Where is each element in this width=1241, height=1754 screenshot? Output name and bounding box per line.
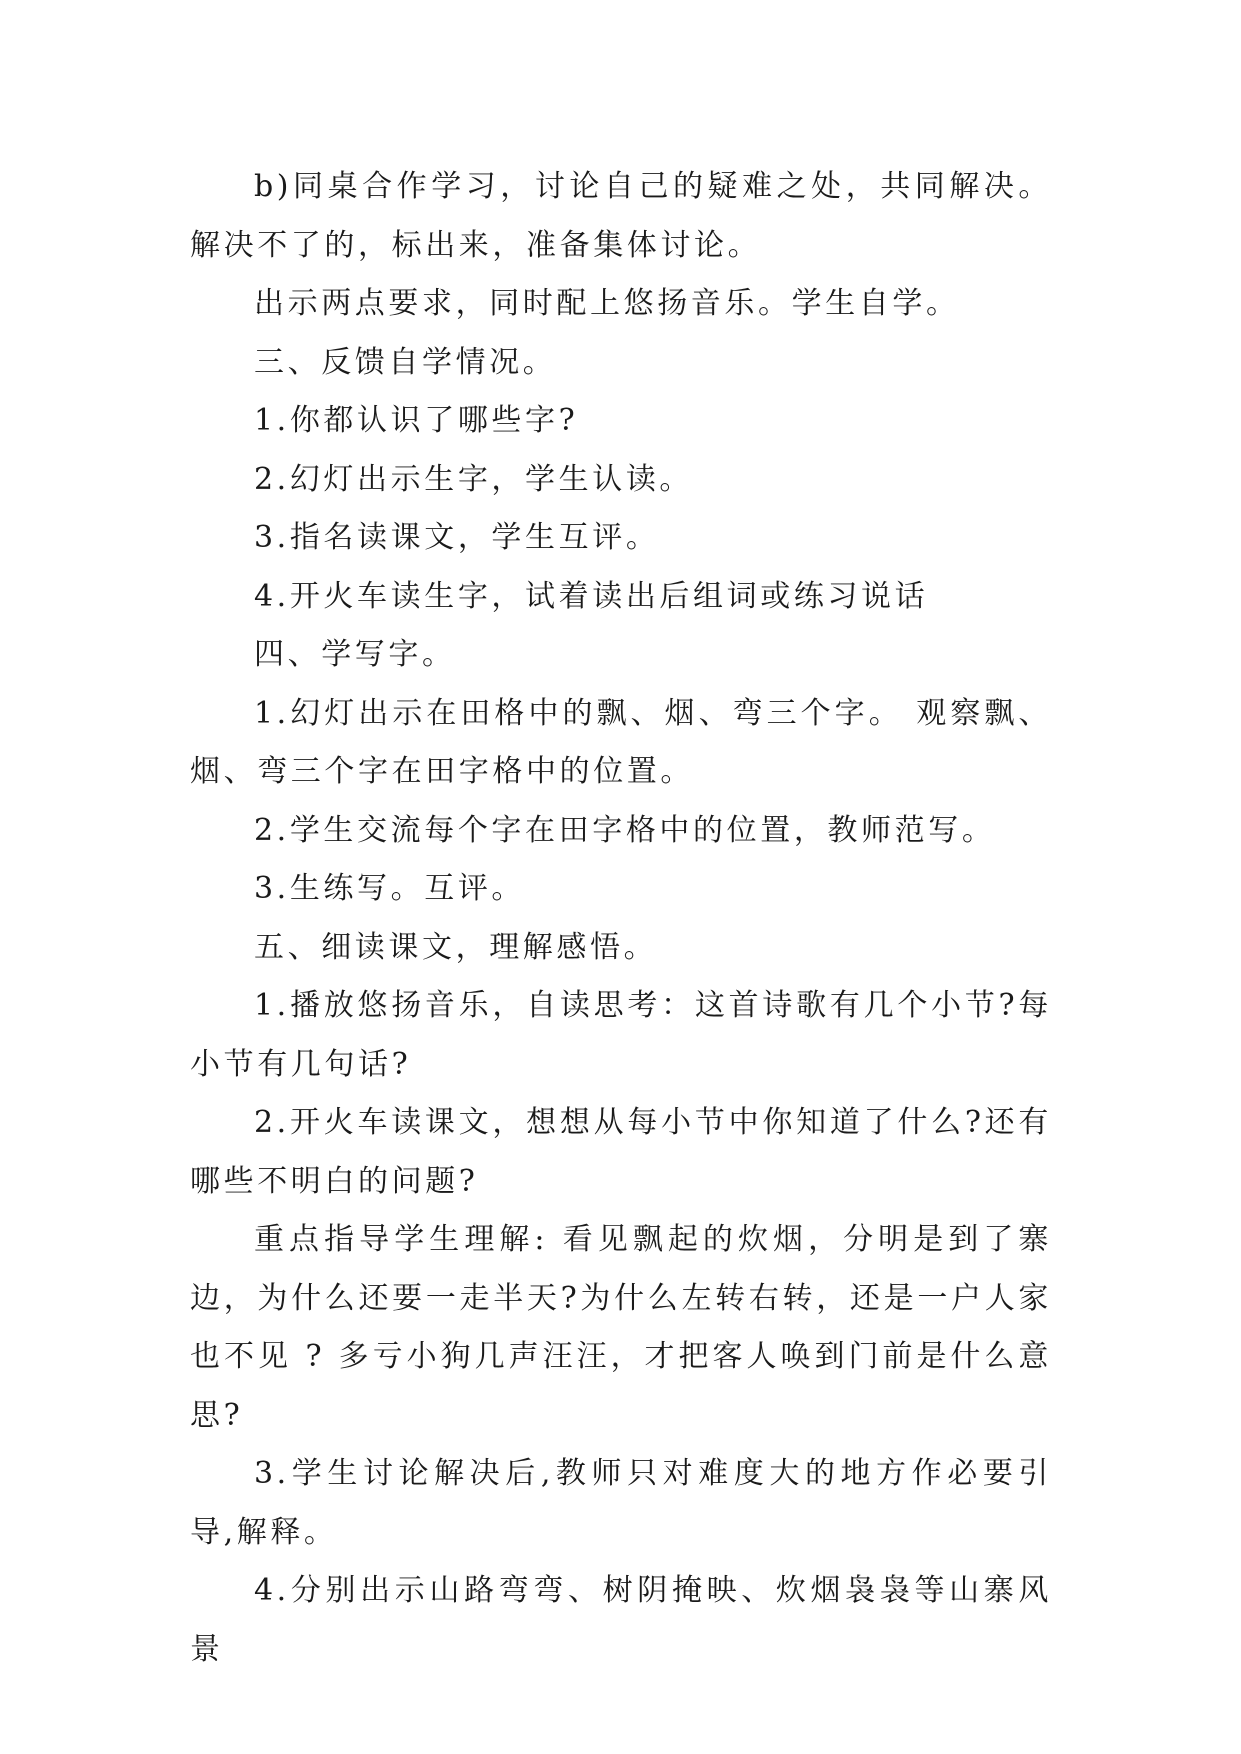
document-body	[190, 158, 1052, 1679]
paragraph-item-4-2: 2.学生交流每个字在田字格中的位置，教师范写。	[254, 812, 996, 848]
paragraph-item-5-4: 4.分别出示山路弯弯、树阴掩映、炊烟袅袅等山寨风景	[190, 1573, 1052, 1667]
section-heading-5: 五、细读课文，理解感悟。	[254, 929, 658, 965]
paragraph-item-3-2: 2.幻灯出示生字，学生认读。	[254, 461, 694, 497]
paragraph-item-3-4: 4.开火车读生字，试着读出后组词或练习说话	[254, 578, 929, 614]
paragraph-show-requirements: 出示两点要求，同时配上悠扬音乐。学生自学。	[254, 286, 960, 321]
paragraph-key-guidance: 重点指导学生理解: 看见飘起的炊烟，分明是到了寨边，为什么还要一走半天?为什么左转右转，还是一户人家也不见 ? 多亏小狗几声汪汪，才把客人唤到门前是什么意思?	[190, 1222, 1052, 1433]
paragraph-item-4-3: 3.生练写。互评。	[254, 871, 526, 906]
paragraph-b-group-study: b)同桌合作学习，讨论自己的疑难之处，共同解决。解决不了的，标出来，准备集体讨论。	[190, 169, 1052, 263]
section-heading-4: 四、学写字。	[254, 637, 456, 672]
paragraph-item-5-1: 1.播放悠扬音乐，自读思考：这首诗歌有几个小节?每小节有几句话?	[190, 988, 1052, 1082]
paragraph-item-3-1: 1.你都认识了哪些字?	[254, 403, 579, 438]
paragraph-item-5-3: 3.学生讨论解决后,教师只对难度大的地方作必要引导,解释。	[190, 1456, 1052, 1550]
paragraph-item-5-2: 2.开火车读课文，想想从每小节中你知道了什么?还有哪些不明白的问题?	[190, 1105, 1052, 1199]
paragraph-item-4-1: 1.幻灯出示在田格中的飘、烟、弯三个字。 观察飘、烟、弯三个字在田字格中的位置。	[190, 695, 1052, 789]
section-heading-3: 三、反馈自学情况。	[254, 344, 557, 380]
paragraph-item-3-3: 3.指名读课文，学生互评。	[254, 520, 660, 555]
